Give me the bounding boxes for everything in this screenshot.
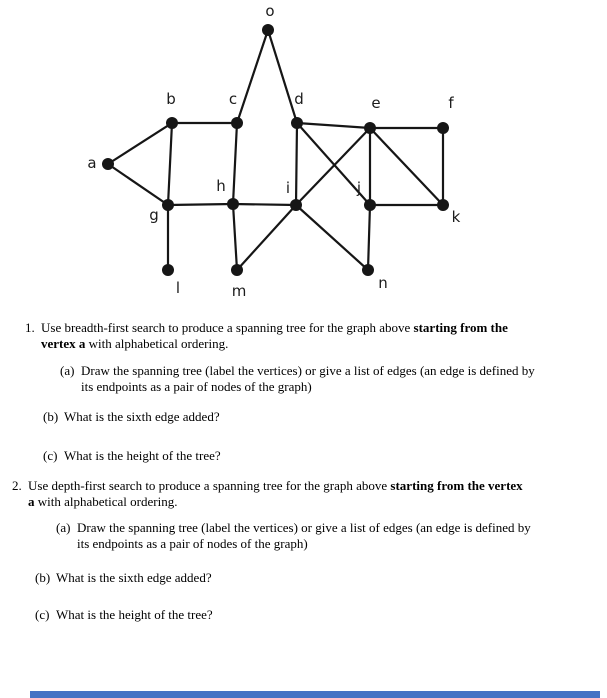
vertex-b — [166, 117, 178, 129]
part-label: (b) — [35, 570, 51, 585]
edge-d-i — [296, 123, 297, 205]
vertex-label-b: b — [166, 90, 176, 108]
part-label: (c) — [35, 607, 50, 622]
vertex-label-k: k — [451, 208, 461, 226]
question-1-intro-line-2: vertex a with alphabetical ordering. — [41, 336, 229, 351]
edge-g-h — [168, 204, 233, 205]
part-text-line-1: Draw the spanning tree (label the vertices) or give a list of edges (an edge is defined by — [77, 520, 531, 535]
question-2-intro-line-1: Use depth-first search to produce a spanning tree for the graph above starting from the vertex — [28, 478, 523, 493]
vertex-i — [290, 199, 302, 211]
part-text-line-1: Draw the spanning tree (label the vertices) or give a list of edges (an edge is defined by — [81, 363, 535, 378]
question-2-number: 2. — [12, 478, 22, 493]
edge-c-h — [233, 123, 237, 204]
part-text: What is the sixth edge added? — [64, 409, 220, 424]
edge-h-i — [233, 204, 296, 205]
vertex-h — [227, 198, 239, 210]
edge-a-g — [108, 164, 168, 205]
vertex-m — [231, 264, 243, 276]
question-1-intro-line-1: Use breadth-first search to produce a spanning tree for the graph above starting from the — [41, 320, 508, 335]
vertex-a — [102, 158, 114, 170]
part-label: (a) — [60, 363, 75, 378]
edge-o-d — [268, 30, 297, 123]
vertex-k — [437, 199, 449, 211]
edge-h-m — [233, 204, 237, 270]
vertex-o — [262, 24, 274, 36]
part-label: (a) — [56, 520, 71, 535]
edge-i-m — [237, 205, 296, 270]
question-1-part-c — [43, 448, 221, 464]
vertex-label-e: e — [371, 94, 381, 112]
vertex-f — [437, 122, 449, 134]
question-2 — [12, 478, 540, 510]
vertex-label-j: j — [356, 179, 362, 197]
vertex-label-d: d — [294, 90, 304, 108]
edge-d-e — [297, 123, 370, 128]
vertex-d — [291, 117, 303, 129]
vertex-label-f: f — [448, 94, 454, 112]
question-2-part-a — [56, 520, 557, 552]
vertex-label-i: i — [285, 179, 291, 197]
part-text-line-2: its endpoints as a pair of nodes of the graph) — [81, 379, 312, 394]
part-label: (c) — [43, 448, 58, 463]
part-text: What is the height of the tree? — [56, 607, 213, 622]
graph-diagram — [0, 0, 607, 310]
vertex-label-l: l — [175, 279, 181, 297]
question-2-intro-line-2: a with alphabetical ordering. — [28, 494, 178, 509]
vertex-label-a: a — [87, 154, 97, 172]
vertex-label-h: h — [216, 177, 226, 195]
footer-blue-bar — [30, 691, 600, 698]
vertex-g — [162, 199, 174, 211]
vertex-l — [162, 264, 174, 276]
part-label: (b) — [43, 409, 59, 424]
vertex-label-c: c — [228, 90, 238, 108]
edge-i-n — [296, 205, 368, 270]
vertex-c — [231, 117, 243, 129]
edge-j-n — [368, 205, 370, 270]
part-text: What is the sixth edge added? — [56, 570, 212, 585]
vertex-label-o: o — [265, 2, 275, 20]
edge-b-g — [168, 123, 172, 205]
vertex-e — [364, 122, 376, 134]
vertex-j — [364, 199, 376, 211]
question-2-part-b — [35, 570, 212, 586]
question-1 — [25, 320, 553, 352]
part-text: What is the height of the tree? — [64, 448, 221, 463]
vertex-label-g: g — [149, 206, 159, 224]
question-1-part-b — [43, 409, 220, 425]
question-2-part-c — [35, 607, 213, 623]
vertex-label-m: m — [231, 282, 247, 300]
question-1-part-a — [60, 363, 561, 395]
edge-o-c — [237, 30, 268, 123]
vertex-label-n: n — [378, 274, 388, 292]
edge-e-k — [370, 128, 443, 205]
edge-a-b — [108, 123, 172, 164]
question-1-number: 1. — [25, 320, 35, 335]
part-text-line-2: its endpoints as a pair of nodes of the graph) — [77, 536, 308, 551]
vertex-n — [362, 264, 374, 276]
